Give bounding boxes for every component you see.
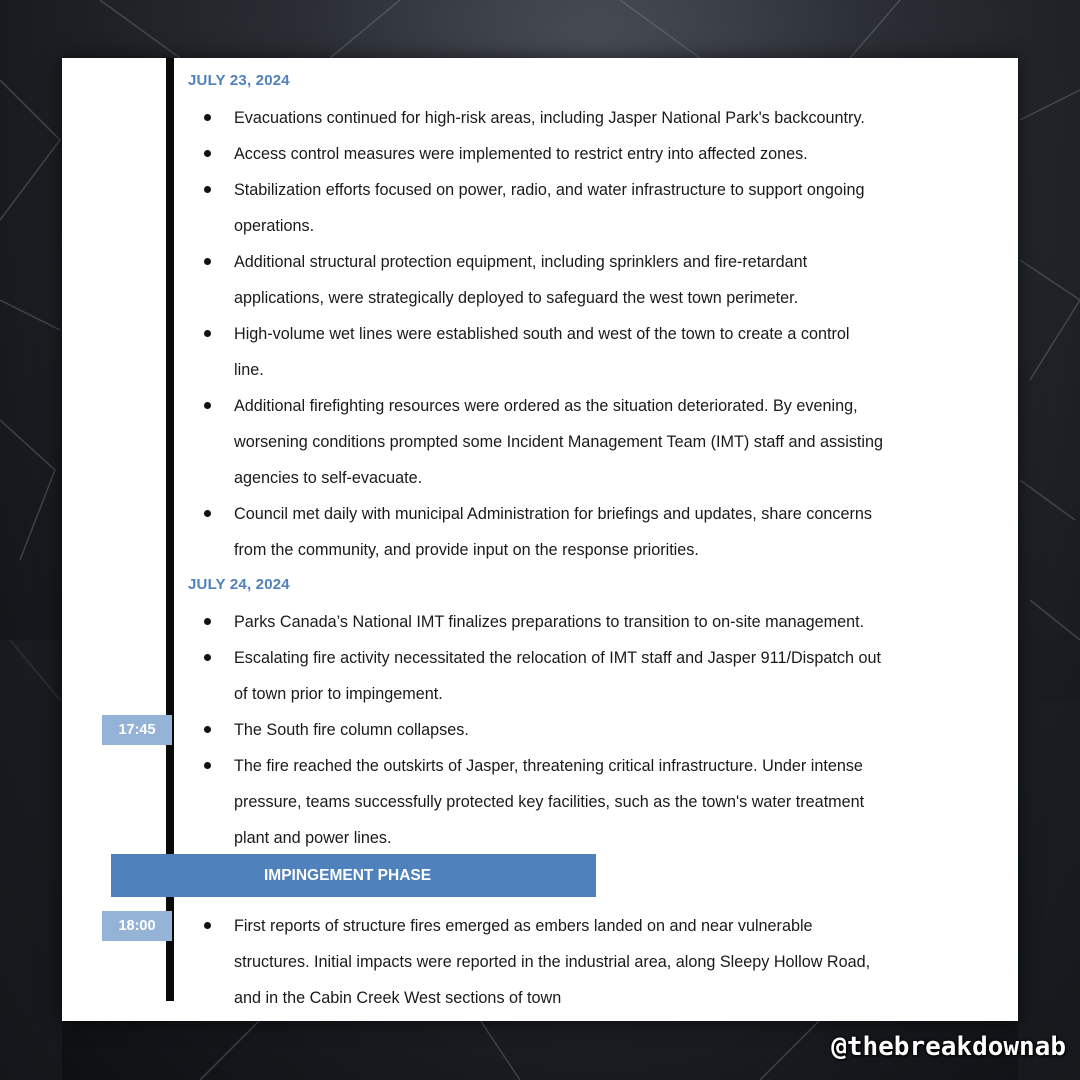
bullet-dot [204,762,211,769]
bullet-text-line: of town prior to impingement. [234,685,443,703]
bullet-text-line: First reports of structure fires emerged as embers landed on and near vulnerable [234,917,813,935]
timeline-bullet-item [234,172,974,244]
timeline-bullet-item [234,316,974,388]
bullet-text-line: pressure, teams successfully protected key facilities, such as the town's water treatment [234,793,865,811]
bullet-dot [204,922,211,929]
watermark-handle: @thebreakdownab [831,1032,1066,1062]
section-date-heading: JULY 23, 2024 [188,72,290,89]
timeline-bullet-item [234,136,974,172]
timeline-bullet-item [234,748,974,856]
bullet-text-line: applications, were strategically deployed to safeguard the west town perimeter. [234,289,799,307]
bullet-dot [204,654,211,661]
bullet-text-line: line. [234,361,264,379]
bullet-text-line: The fire reached the outskirts of Jasper, threatening critical infrastructure. Under intense [234,757,863,775]
bullet-text-line: Stabilization efforts focused on power, radio, and water infrastructure to support ongoing [234,181,865,199]
bullet-dot [204,402,211,409]
section-date-heading: JULY 24, 2024 [188,576,290,593]
bullet-dot [204,186,211,193]
bullet-dot [204,258,211,265]
bullet-text-line: Additional structural protection equipment, including sprinklers and fire-retardant [234,253,808,271]
bullet-text-line: Evacuations continued for high-risk areas, including Jasper National Park's backcountry. [234,109,865,127]
timeline-bullet-item [234,604,974,640]
timeline-bullet-item [234,244,974,316]
bullet-dot [204,510,211,517]
bullet-text-line: agencies to self-evacuate. [234,469,423,487]
timeline-bullet-item [234,712,974,748]
bullet-text-line: High-volume wet lines were established south and west of the town to create a control [234,325,850,343]
bullet-text-line: structures. Initial impacts were reported in the industrial area, along Sleepy Hollow Road, [234,953,871,971]
bullet-text-line: Parks Canada’s National IMT finalizes preparations to transition to on-site management. [234,613,865,631]
timeline-bullet-item [234,640,974,712]
bullet-text-line: worsening conditions prompted some Incident Management Team (IMT) staff and assisting [234,433,884,451]
bullet-dot [204,150,211,157]
bullet-text-line: Council met daily with municipal Administration for briefings and updates, share concerns [234,505,872,523]
bullet-text-line: The South fire column collapses. [234,721,469,739]
timeline-bullet-item [234,496,974,568]
bullet-dot [204,114,211,121]
bullet-text-line: and in the Cabin Creek West sections of town [234,989,562,1007]
timeline-bullet-item [234,388,974,496]
bullet-text-line: from the community, and provide input on the response priorities. [234,541,699,559]
bullet-dot [204,330,211,337]
timeline-bullet-item [234,908,974,1016]
bullet-text-line: plant and power lines. [234,829,392,847]
bullet-dot [204,726,211,733]
bullet-text-line: Additional firefighting resources were ordered as the situation deteriorated. By evening, [234,397,858,415]
bullet-dot [204,618,211,625]
time-tag: 18:00 [102,911,172,941]
timeline-bullet-item [234,100,974,136]
bullet-text-line: operations. [234,217,315,235]
impingement-phase-banner: IMPINGEMENT PHASE [111,854,596,897]
bullet-text-line: Access control measures were implemented to restrict entry into affected zones. [234,145,808,163]
time-tag: 17:45 [102,715,172,745]
timeline-document [62,58,1018,1021]
bullet-text-line: Escalating fire activity necessitated the relocation of IMT staff and Jasper 911/Dispatch out [234,649,881,667]
